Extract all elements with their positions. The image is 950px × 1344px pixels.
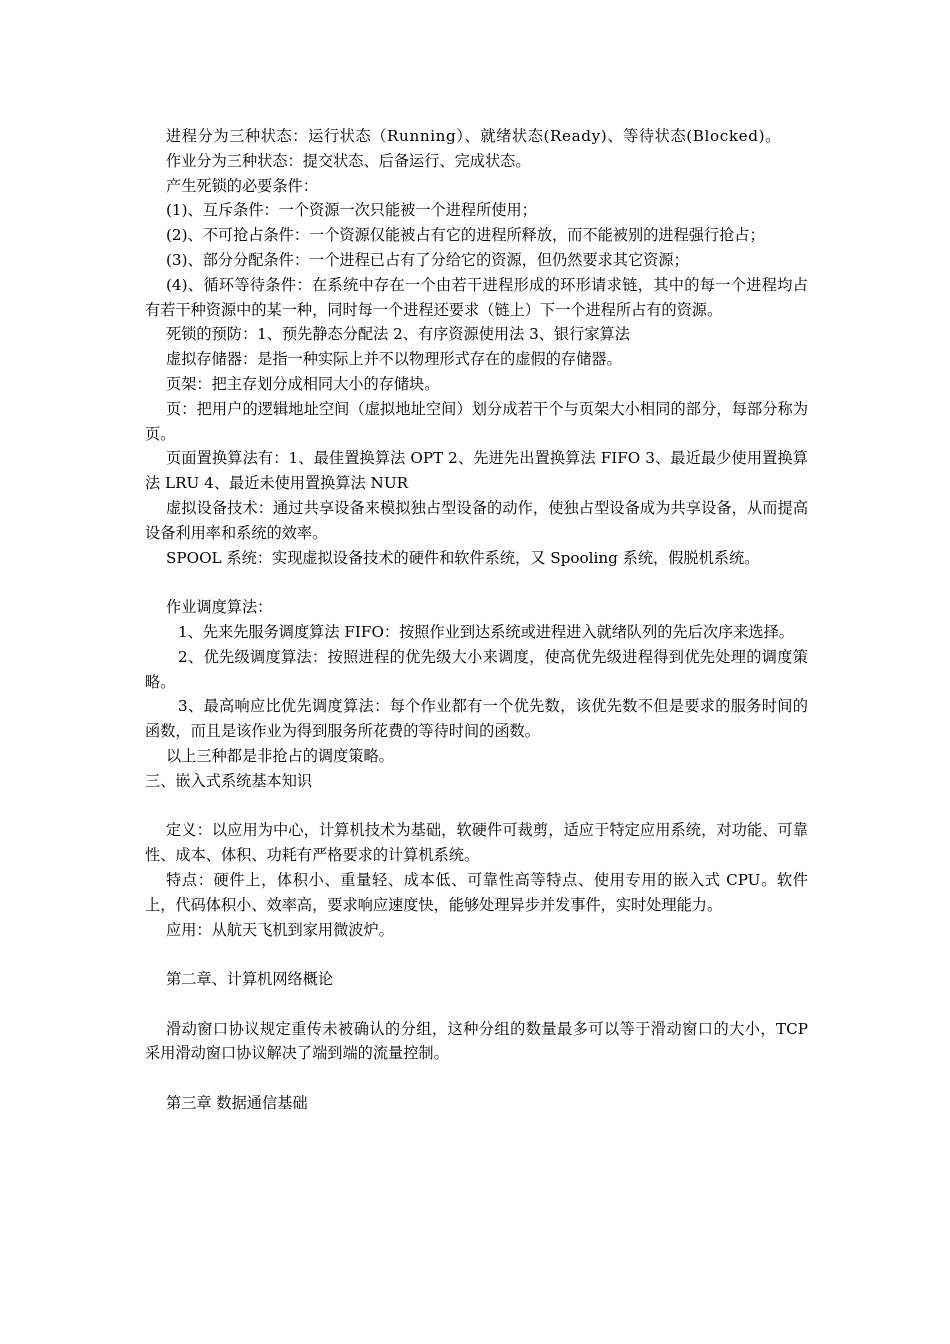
paragraph: 页面置换算法有：1、最佳置换算法 OPT 2、先进先出置换算法 FIFO 3、最近最少使用置换算法 LRU 4、最近未使用置换算法 NUR <box>145 449 808 493</box>
paragraph: 第三章 数据通信基础 <box>166 1094 308 1113</box>
paragraph: 三、嵌入式系统基本知识 <box>145 771 313 790</box>
blank-line <box>145 942 808 967</box>
paragraph: 死锁的预防：1、预先静态分配法 2、有序资源使用法 3、银行家算法 <box>166 325 630 344</box>
blank-line <box>145 794 808 819</box>
paragraph: (3)、部分分配条件：一个进程已占有了分给它的资源，但仍然要求其它资源； <box>166 250 689 269</box>
paragraph: (2)、不可抢占条件：一个资源仅能被占有它的进程所释放，而不能被别的进程强行抢占； <box>166 226 765 245</box>
paragraph: 定义：以应用为中心，计算机技术为基础，软硬件可裁剪，适应于特定应用系统，对功能、可靠性、成本、体积、功耗有严格要求的计算机系统。 <box>145 821 808 865</box>
blank-line <box>145 992 808 1017</box>
paragraph: 第二章、计算机网络概论 <box>166 970 334 989</box>
paragraph: 作业分为三种状态：提交状态、后备运行、完成状态。 <box>166 151 531 170</box>
document-body <box>145 124 808 1116</box>
paragraph: 页架：把主存划分成相同大小的存储块。 <box>166 374 440 393</box>
paragraph: 滑动窗口协议规定重传未被确认的分组，这种分组的数量最多可以等于滑动窗口的大小，TCP 采用滑动窗口协议解决了端到端的流量控制。 <box>145 1019 808 1063</box>
paragraph: 应用：从航天飞机到家用微波炉。 <box>166 920 394 939</box>
paragraph: 特点：硬件上，体积小、重量轻、成本低、可靠性高等特点、使用专用的嵌入式 CPU。软件上，代码体积小、效率高，要求响应速度快，能够处理异步并发事件，实时处理能力。 <box>145 870 808 914</box>
paragraph: 作业调度算法： <box>166 598 273 617</box>
blank-line <box>145 1066 808 1091</box>
paragraph: SPOOL 系统：实现虚拟设备技术的硬件和软件系统，又 Spooling 系统，假脱机系统。 <box>166 548 760 567</box>
paragraph: (4)、循环等待条件：在系统中存在一个由若干进程形成的环形请求链，其中的每一个进程均占有若干种资源中的某一种，同时每一个进程还要求（链上）下一个进程所占有的资源。 <box>145 275 808 319</box>
paragraph: 进程分为三种状态：运行状态（Running）、就绪状态(Ready)、等待状态(Blocked)。 <box>166 127 781 145</box>
blank-line <box>145 570 808 595</box>
paragraph: 页：把用户的逻辑地址空间（虚拟地址空间）划分成若干个与页架大小相同的部分，每部分称为页。 <box>145 399 808 443</box>
paragraph: 3、最高响应比优先调度算法：每个作业都有一个优先数，该优先数不但是要求的服务时间的函数，而且是该作业为得到服务所花费的等待时间的函数。 <box>145 697 808 741</box>
paragraph: 产生死锁的必要条件： <box>166 176 318 195</box>
paragraph: 以上三种都是非抢占的调度策略。 <box>166 746 394 765</box>
paragraph: (1)、互斥条件：一个资源一次只能被一个进程所使用； <box>166 201 537 220</box>
paragraph: 虚拟设备技术：通过共享设备来模拟独占型设备的动作，使独占型设备成为共享设备，从而提高设备利用率和系统的效率。 <box>145 498 808 542</box>
paragraph: 虚拟存储器：是指一种实际上并不以物理形式存在的虚假的存储器。 <box>166 350 622 369</box>
paragraph: 2、优先级调度算法：按照进程的优先级大小来调度，使高优先级进程得到优先处理的调度策略。 <box>145 647 808 691</box>
paragraph: 1、先来先服务调度算法 FIFO：按照作业到达系统或进程进入就绪队列的先后次序来选择。 <box>178 622 794 641</box>
